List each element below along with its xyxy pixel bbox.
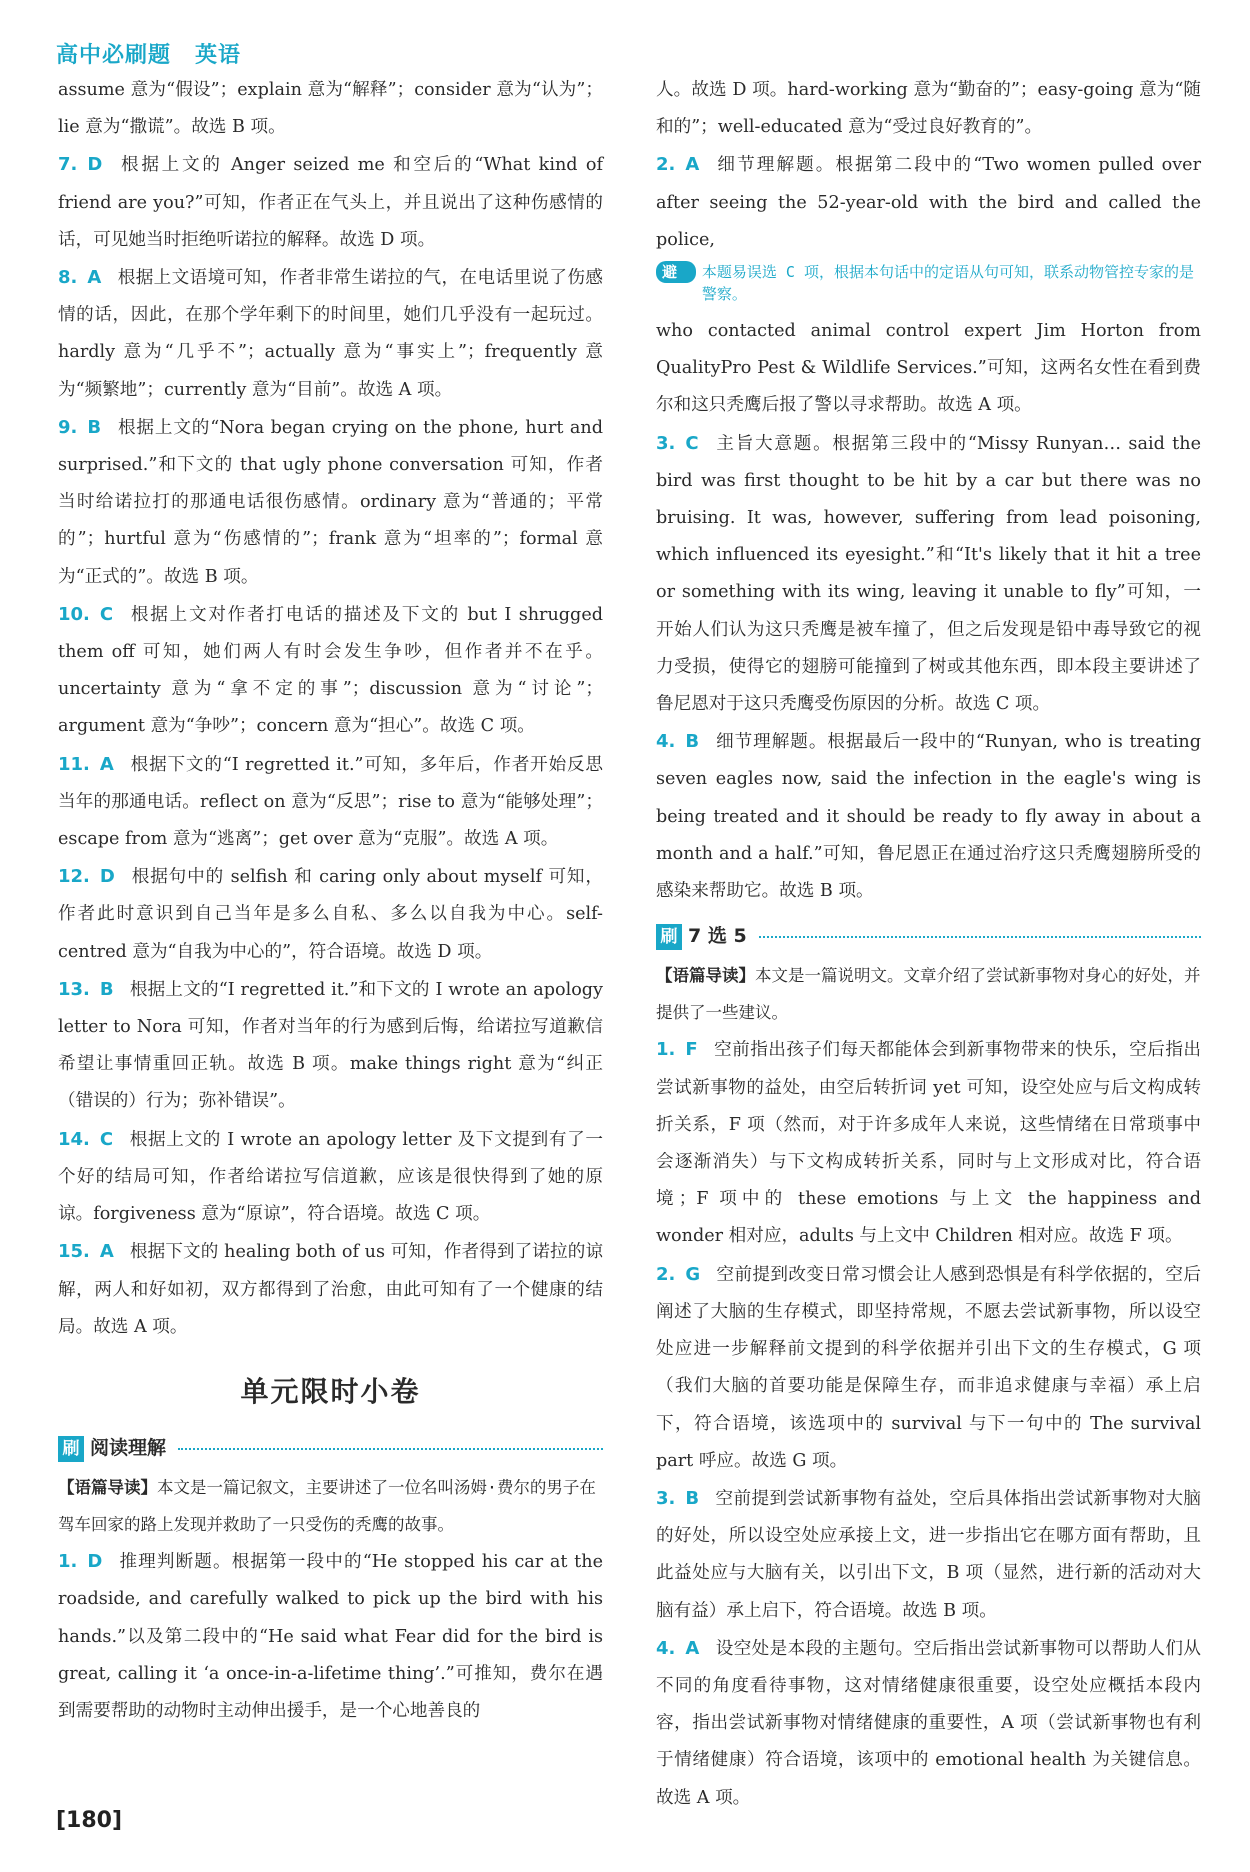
item-number: 15. [58,1241,90,1263]
answer-item-9 [58,409,603,596]
item-number: 7. [58,154,78,176]
item-answer: A [87,267,102,289]
seven-choose-five-heading [656,918,1201,955]
seven-guide [656,957,1201,1031]
item-explanation: 空前提到改变日常习惯会让人感到恐惧是有科学依据的，空后阐述了大脑的生存模式，即坚持常规，不愿去尝试新事物，所以设空处应进一步解释前文提到的科学依据并引出下文的生存模式，G 项（我们大脑的首要功能是保障生存，而非追求健康与幸福）承上启下，符合语境，该选项中的 survival 与下一句中的 The survival part 呼应。故选 G 项。 [656,1264,1201,1471]
answer-item-8 [58,259,603,409]
item-answer: D [99,866,115,888]
item-answer: D [87,1551,103,1573]
section-title: 单元限时小卷 [240,1374,421,1408]
item-explanation: 细节理解题。根据第二段中的“Two women pulled over after seeing the 52-year-old with the bird and called the police, [656,155,1201,250]
item-number: 2. [656,1263,676,1285]
item-answer: A [99,753,114,775]
page-number: [180] [56,1808,123,1833]
item-answer: C [685,432,699,454]
seven-item-2 [656,1256,1201,1480]
item-explanation: 推理判断题。根据第一段中的“He stopped his car at the roadside, and carefully walked to pick up the bird with his hands.”以及第二段中的“He said what Fear did for the bird is great, calling it ‘a once-in-a-lifetime thing’.”可推知，费尔在遇到需要帮助的动物时主动伸出援手，是一个心地善良的 [58,1552,603,1721]
item-explanation: 根据上文对作者打电话的描述及下文的 but I shrugged them off 可知，她们两人有时会发生争吵，但作者并不在乎。uncertainty 意为“拿不定的事”；discussion 意为“讨论”；argument 意为“争吵”；concern 意为“担心”。故选 C 项。 [58,604,603,737]
item-number: 8. [58,267,78,289]
book-title: 高中必刷题 [56,43,172,68]
answer-item-13 [58,971,603,1121]
answer-item-15 [58,1233,603,1346]
item-explanation: 根据上文语境可知，作者非常生诺拉的气，在电话里说了伤感情的话，因此，在那个学年剩下的时间里，她们几乎没有一起玩过。hardly 意为“几乎不”；actually 意为“事实上”；frequently 意为“频繁地”；currently 意为“目前”。故选 A 项。 [58,268,603,400]
item-number: 4. [656,1637,676,1659]
guide-label: 【语篇导读】 [656,966,755,986]
continuation-text: 人。故选 D 项。hard-working 意为“勤奋的”；easy-going 意为“随和的”；well-educated 意为“受过良好教育的”。 [656,80,1201,138]
item-number: 1. [58,1551,78,1573]
item-number: 9. [58,416,78,438]
item-explanation: 主旨大意题。根据第三段中的“Missy Runyan… said the bird was first thought to be hit by a car but there was no bruising. It was, however, suffering from lead poisoning, which influenced its eyesight.”和“It's likely that it hit a tree or something with its wing, leaving it unable to fly”可知，一开始人们认为这只秃鹰是被车撞了，但之后发现是铅中毒导致它的视力受损，使得它的翅膀可能撞到了树或其他东西，即本段主要讲述了鲁尼恩对于这只秃鹰受伤原因的分析。故选 C 项。 [656,433,1201,715]
seven-item-4 [656,1630,1201,1817]
item-answer: B [685,731,700,753]
item-answer: B [87,416,102,438]
brush-tag-icon: 刷 [58,1436,84,1462]
item-explanation: 根据上文的 Anger seized me 和空后的“What kind of friend are you?”可知，作者正在气头上，并且说出了这种伤感情的话，可见她当时拒绝听诺拉的解释。故选 D 项。 [58,155,603,250]
subject-title: 英语 [195,43,242,68]
item-answer: G [685,1263,701,1285]
item-answer: A [685,1637,700,1659]
item-explanation: 根据上文的“I regretted it.”和下文的 I wrote an apology letter to Nora 可知，作者对当年的行为感到后悔，给诺拉写道歉信希望让事情重回正轨。故选 B 项。make things right 意为“纠正（错误的）行为；弥补错误”。 [58,979,603,1112]
page-header [56,38,265,72]
reading-item-3 [656,425,1201,724]
reading-guide [58,1469,603,1543]
reading-item-2-continued: who contacted animal control expert Jim Horton from QualityPro Pest & Wildlife Services.”可知，这两名女性在看到费尔和这只秃鹰后报了警以寻求帮助。故选 A 项。 [656,321,1201,416]
dotted-divider [178,1448,603,1450]
item-answer: A [685,154,700,176]
seven-item-1 [656,1031,1201,1255]
item-number: 3. [656,432,676,454]
note-badge: 避错 [656,261,696,283]
item-explanation: 细节理解题。根据最后一段中的“Runyan, who is treating seven eagles now, said the infection in the eagle's wing is being treated and it should be ready to fly away in about a month and a half.”可知，鲁尼恩正在通过治疗这只秃鹰翅膀所受的感染来帮助它。故选 B 项。 [656,732,1201,902]
reading-section-heading [58,1430,603,1467]
item-number: 3. [656,1487,676,1509]
item-answer: A [99,1241,114,1263]
item-explanation: 空前提到尝试新事物有益处，空后具体指出尝试新事物对大脑的好处，所以设空处应承接上文，进一步指出它在哪方面有帮助，且此益处应与大脑有关，以引出下文，B 项（显然，进行新的活动对大脑有益）承上启下，符合语境。故选 B 项。 [656,1488,1201,1621]
item-number: 2. [656,154,676,176]
reading-tag-label: 阅读理解 [90,1436,167,1459]
item-answer: F [685,1039,698,1061]
reading-item-1 [58,1543,603,1730]
answer-item-11 [58,746,603,859]
item-number: 1. [656,1039,676,1061]
item-answer: D [87,154,103,176]
seven-item-3 [656,1480,1201,1630]
item-number: 14. [58,1128,90,1150]
item-answer: C [99,603,114,625]
answer-item-12 [58,858,603,971]
reading-item-4 [656,723,1201,910]
item-number: 11. [58,753,90,775]
answer-item-14 [58,1121,603,1234]
guide-label: 【语篇导读】 [58,1478,157,1498]
item-answer: B [685,1487,700,1509]
item-number: 4. [656,731,676,753]
note-text: 本题易误选 C 项，根据本句话中的定语从句可知，联系动物管控专家的是警察。 [701,263,1194,304]
answer-item-7 [58,146,603,259]
item-explanation: 设空处是本段的主题句。空后指出尝试新事物可以帮助人们从不同的角度看待事物，这对情绪健康很重要，设空处应概括本段内容，指出尝试新事物对情绪健康的重要性，A 项（尝试新事物也有利于情绪健康）符合语境，该项中的 emotional health 为关键信息。故选 A 项。 [656,1638,1201,1808]
brush-tag-icon: 刷 [656,924,682,950]
item-number: 10. [58,603,90,625]
continuation-text: assume 意为“假设”；explain 意为“解释”；consider 意为“认为”；lie 意为“撒谎”。故选 B 项。 [58,80,603,138]
right-column [656,72,1201,1817]
item-explanation: 根据句中的 selfish 和 caring only about myself 可知，作者此时意识到自己当年是多么自私、多么以自我为中心。self-centred 意为“自我为中心的”，符合语境。故选 D 项。 [58,867,603,962]
item-number: 13. [58,978,90,1000]
seven-tag-label: 7 选 5 [688,925,747,948]
guide-text: 本文是一篇记叙文，主要讲述了一位名叫汤姆·费尔的男子在驾车回家的路上发现并救助了一只受伤的秃鹰的故事。 [58,1478,596,1535]
item-explanation: 根据下文的 healing both of us 可知，作者得到了诺拉的谅解，两人和好如初，双方都得到了治愈，由此可知有了一个健康的结局。故选 A 项。 [58,1242,603,1337]
item-answer: B [99,978,114,1000]
left-column [58,72,603,1730]
answer-item-10 [58,596,603,746]
item-explanation: 空前指出孩子们每天都能体会到新事物带来的快乐，空后指出尝试新事物的益处，由空后转折词 yet 可知，设空处应与后文构成转折关系，F 项（然而，对于许多成年人来说，这些情绪在日常琐事中会逐渐消失）与下文构成转折关系，同时与上文形成对比，符合语境；F 项中的 these emotions 与上文 the happiness and wonder 相对应，adults 与上文中 Children 相对应。故选 F 项。 [656,1040,1201,1247]
reading-item-2 [656,146,1201,259]
item-explanation: 根据下文的“I regretted it.”可知，多年后，作者开始反思当年的那通电话。reflect on 意为“反思”；rise to 意为“能够处理”；escape from 意为“逃离”；get over 意为“克服”。故选 A 项。 [58,754,603,850]
item-answer: C [99,1128,114,1150]
guide-text: 本文是一篇说明文。文章介绍了尝试新事物对身心的好处，并提供了一些建议。 [656,966,1201,1023]
item-explanation: 根据上文的“Nora began crying on the phone, hurt and surprised.”和下文的 that ugly phone conversation 可知，作者当时给诺拉打的那通电话很伤感情。ordinary 意为“普通的；平常的”；hurtful 意为“伤感情的”；frank 意为“坦率的”；formal 意为“正式的”。故选 B 项。 [58,417,603,587]
error-avoidance-note [656,261,1201,305]
item-explanation: 根据上文的 I wrote an apology letter 及下文提到有了一个好的结局可知，作者给诺拉写信道歉，应该是很快得到了她的原谅。forgiveness 意为“原谅”，符合语境。故选 C 项。 [58,1129,603,1225]
dotted-divider [759,936,1201,938]
item-number: 12. [58,866,90,888]
